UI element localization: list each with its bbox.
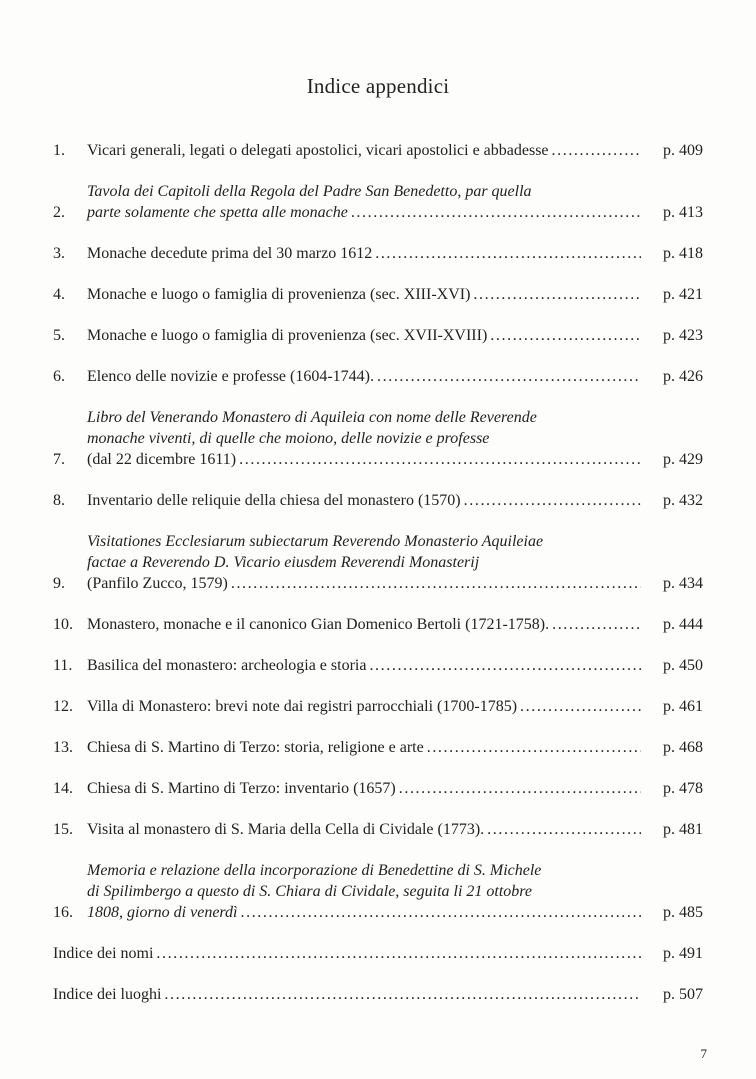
- toc-entry[interactable]: [53, 284, 703, 305]
- toc-entry-page: p. 426: [663, 368, 703, 385]
- toc-entry-title: [87, 284, 703, 305]
- toc-entry-number: 1.: [53, 142, 65, 159]
- toc-entry-title-text: Elenco delle novizie e professe (1604-1744).: [87, 368, 375, 385]
- toc-entry-title-text: Chiesa di S. Martino di Terzo: inventario (1657): [87, 780, 396, 797]
- toc-entry-title-text: Monache e luogo o famiglia di provenienza (sec. XIII-XVI): [87, 286, 471, 303]
- toc-entry-number: 2.: [53, 204, 65, 221]
- dot-leader: [487, 325, 641, 346]
- toc-index-title: [53, 984, 703, 1005]
- toc-entry-page: p. 450: [663, 657, 703, 674]
- toc-entry-title-line: Visitationes Ecclesiarum subiectarum Reverendo Monasterio Aquileiae: [87, 533, 544, 550]
- toc-entry-last-line: [87, 696, 703, 717]
- toc-entry-last-line: [87, 490, 703, 511]
- toc-entry-title-text: Monache decedute prima del 30 marzo 1612: [87, 245, 373, 262]
- toc-entry[interactable]: [53, 181, 703, 223]
- toc-entry-last-line: [87, 573, 703, 594]
- toc-entry-title: [87, 655, 703, 676]
- toc-entry-number: 13.: [53, 739, 73, 756]
- dot-leader: [372, 243, 641, 264]
- toc-entry-page: p. 409: [663, 142, 703, 159]
- toc-entry[interactable]: [53, 778, 703, 799]
- toc-index-page: p. 507: [663, 986, 703, 1003]
- toc-entry-last-line: [87, 737, 703, 758]
- toc-entry-last-line: [87, 819, 703, 840]
- toc-entry-title: [87, 325, 703, 346]
- toc-entry-page: p. 468: [663, 739, 703, 756]
- toc-entry[interactable]: [53, 737, 703, 758]
- toc-entry-page: p. 413: [663, 204, 703, 221]
- dot-leader: [374, 366, 641, 387]
- toc-entry-last-line: [87, 284, 703, 305]
- toc-index-title: [53, 943, 703, 964]
- toc-entry-number: 10.: [53, 616, 73, 633]
- dot-leader: [484, 819, 641, 840]
- toc-entry[interactable]: [53, 819, 703, 840]
- toc-entry-title: [87, 737, 703, 758]
- toc-entry-page: p. 423: [663, 327, 703, 344]
- toc-entry-title: [87, 490, 703, 511]
- toc-entry-title-line: Memoria e relazione della incorporazione di Benedettine di S. Michele: [87, 862, 542, 879]
- toc-entry-last-line: [87, 778, 703, 799]
- toc-entry-title-text: (Panfilo Zucco, 1579): [87, 575, 228, 592]
- toc-entry-title: [87, 819, 703, 840]
- toc-entry-title-text: (dal 22 dicembre 1611): [87, 451, 237, 468]
- toc-entry-last-line: [87, 614, 703, 635]
- toc-entry-title-text: Monache e luogo o famiglia di provenienza (sec. XVII-XVIII): [87, 327, 488, 344]
- toc-entry-number: 16.: [53, 904, 73, 921]
- toc-entry-last-line: [87, 243, 703, 264]
- dot-leader: [238, 902, 642, 923]
- toc-entry-number: 12.: [53, 698, 73, 715]
- toc-entry[interactable]: [53, 325, 703, 346]
- toc-entry[interactable]: [53, 696, 703, 717]
- dot-leader: [470, 284, 641, 305]
- toc-entry-last-line: [87, 366, 703, 387]
- toc-entry-number: 9.: [53, 575, 65, 592]
- toc-entry-title: [87, 531, 703, 594]
- toc-entry-title: [87, 614, 703, 635]
- toc-entry-number: 11.: [53, 657, 73, 674]
- toc-entry-page: p. 461: [663, 698, 703, 715]
- toc-entry-title-line: factae a Reverendo D. Vicario eiusdem Reverendi Monasterij: [87, 554, 480, 571]
- toc-entry-number: 3.: [53, 245, 65, 262]
- toc-entry-title-text: Chiesa di S. Martino di Terzo: storia, religione e arte: [87, 739, 424, 756]
- toc-entry-title: [87, 407, 703, 470]
- toc-index-entry[interactable]: [53, 984, 703, 1005]
- dot-leader: [348, 202, 641, 223]
- toc-entry-page: p. 478: [663, 780, 703, 797]
- toc-entry-title: [87, 696, 703, 717]
- dot-leader: [549, 140, 641, 161]
- toc-index-label: Indice dei nomi: [53, 945, 154, 962]
- toc-entry[interactable]: [53, 140, 703, 161]
- toc-entry-last-line: [87, 902, 703, 923]
- toc-entry-title-line: di Spilimbergo a questo di S. Chiara di Cividale, seguita li 21 ottobre: [87, 883, 533, 900]
- toc-entry-number: 5.: [53, 327, 65, 344]
- toc-entry-title-text: Basilica del monastero: archeologia e storia: [87, 657, 367, 674]
- toc-entry-title: [87, 778, 703, 799]
- dot-leader: [366, 655, 641, 676]
- toc-entry-number: 8.: [53, 492, 65, 509]
- toc-entry-page: p. 418: [663, 245, 703, 262]
- toc-entry[interactable]: [53, 490, 703, 511]
- toc-entry-number: 4.: [53, 286, 65, 303]
- toc-entry-title: [87, 860, 703, 923]
- page-number: 7: [700, 1046, 707, 1061]
- toc-entry-title-text: parte solamente che spetta alle monache: [87, 204, 348, 221]
- toc-entry-page: p. 485: [663, 904, 703, 921]
- toc-entry[interactable]: [53, 243, 703, 264]
- dot-leader: [396, 778, 641, 799]
- toc-entry-title-text: Inventario delle reliquie della chiesa del monastero (1570): [87, 492, 461, 509]
- toc-entry-last-line: [53, 943, 703, 964]
- toc-entry-page: p. 421: [663, 286, 703, 303]
- dot-leader: [517, 696, 641, 717]
- toc-entry-page: p. 481: [663, 821, 703, 838]
- toc-entry-page: p. 444: [663, 616, 703, 633]
- dot-leader: [549, 614, 641, 635]
- dot-leader: [153, 943, 641, 964]
- toc-entry-title-text: Monastero, monache e il canonico Gian Domenico Bertoli (1721-1758).: [87, 616, 550, 633]
- toc-entry-title: [87, 366, 703, 387]
- dot-leader: [236, 449, 641, 470]
- dot-leader: [461, 490, 641, 511]
- toc-entry-last-line: [87, 140, 703, 161]
- toc-entry[interactable]: [53, 614, 703, 635]
- toc-entry-last-line: [87, 655, 703, 676]
- toc-entry-last-line: [87, 325, 703, 346]
- toc-entry-title-line: Tavola dei Capitoli della Regola del Padre San Benedetto, par quella: [87, 183, 532, 200]
- toc-index-page: p. 491: [663, 945, 703, 962]
- toc-entry[interactable]: [53, 531, 703, 594]
- toc-entry-title-line: monache viventi, di quelle che moiono, delle novizie e professe: [87, 430, 490, 447]
- table-of-contents: [53, 140, 703, 1025]
- toc-entry-number: 15.: [53, 821, 73, 838]
- toc-entry-page: p. 432: [663, 492, 703, 509]
- toc-entry-last-line: [87, 202, 703, 223]
- toc-entry[interactable]: [53, 366, 703, 387]
- toc-index-label: Indice dei luoghi: [53, 986, 162, 1003]
- toc-entry-number: 6.: [53, 368, 65, 385]
- toc-entry-title-text: Villa di Monastero: brevi note dai registri parrocchiali (1700-1785): [87, 698, 518, 715]
- toc-entry-number: 7.: [53, 451, 65, 468]
- toc-entry-last-line: [53, 984, 703, 1005]
- page-title: Indice appendici: [306, 74, 450, 98]
- toc-entry-page: p. 434: [663, 575, 703, 592]
- toc-entry-number: 14.: [53, 780, 73, 797]
- toc-entry-title-line: Libro del Venerando Monastero di Aquileia con nome delle Reverende: [87, 409, 537, 426]
- toc-entry[interactable]: [53, 860, 703, 923]
- dot-leader: [161, 984, 641, 1005]
- dot-leader: [228, 573, 641, 594]
- toc-index-entry[interactable]: [53, 943, 703, 964]
- toc-entry-title-text: Visita al monastero di S. Maria della Cella di Cividale (1773).: [87, 821, 485, 838]
- dot-leader: [424, 737, 641, 758]
- toc-entry-title: [87, 140, 703, 161]
- toc-entry-page: p. 429: [663, 451, 703, 468]
- toc-entry[interactable]: [53, 407, 703, 470]
- toc-entry-title-text: 1808, giorno di venerdì: [87, 904, 238, 921]
- toc-entry-title: [87, 181, 703, 223]
- toc-entry-last-line: [87, 449, 703, 470]
- toc-entry-title: [87, 243, 703, 264]
- toc-entry[interactable]: [53, 655, 703, 676]
- toc-entry-title-text: Vicari generali, legati o delegati apostolici, vicari apostolici e abbadesse: [87, 142, 549, 159]
